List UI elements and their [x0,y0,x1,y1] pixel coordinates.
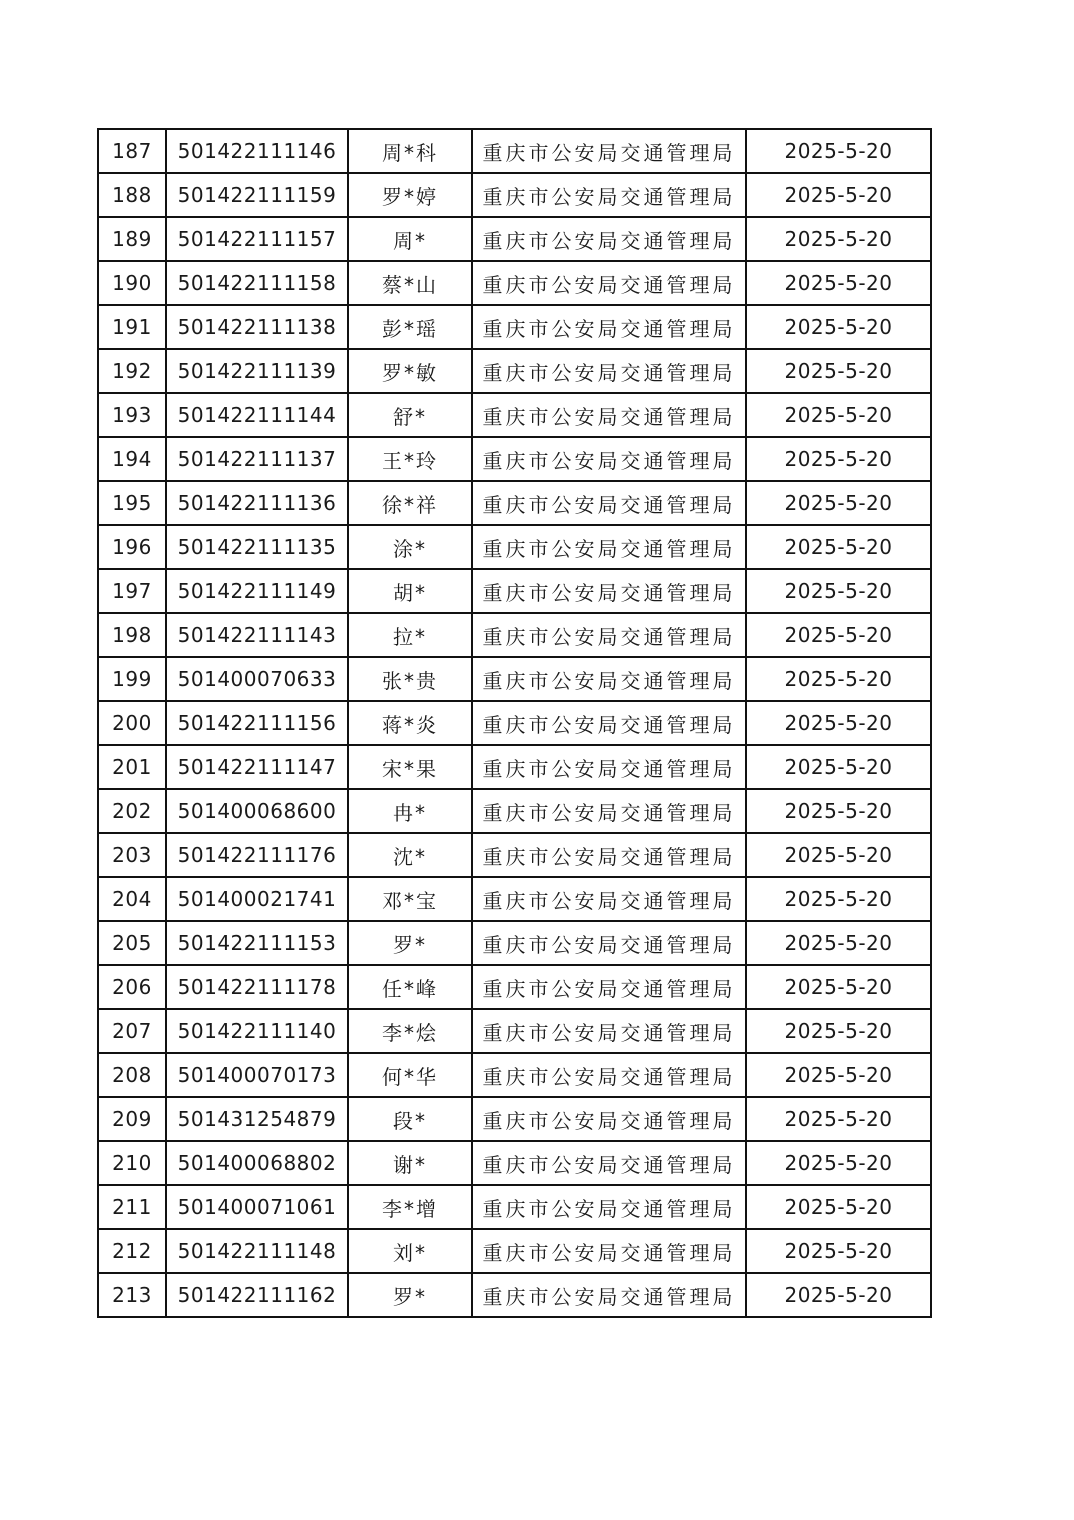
number-cell: 501422111158 [166,261,348,305]
unit-cell: 重庆市公安局交通管理局 [472,393,746,437]
name-cell: 宋*果 [348,745,472,789]
seq-cell: 199 [98,657,166,701]
table-row [98,393,931,437]
unit-cell: 重庆市公安局交通管理局 [472,1053,746,1097]
seq-cell: 193 [98,393,166,437]
table-row [98,789,931,833]
date-cell: 2025-5-20 [746,349,931,393]
seq-cell: 190 [98,261,166,305]
unit-cell: 重庆市公安局交通管理局 [472,657,746,701]
seq-cell: 187 [98,129,166,173]
date-cell: 2025-5-20 [746,525,931,569]
table-row [98,1097,931,1141]
name-cell: 胡* [348,569,472,613]
table-row [98,481,931,525]
seq-cell: 189 [98,217,166,261]
unit-cell: 重庆市公安局交通管理局 [472,349,746,393]
seq-cell: 208 [98,1053,166,1097]
name-cell: 彭*瑶 [348,305,472,349]
table-row [98,525,931,569]
seq-cell: 196 [98,525,166,569]
number-cell: 501400071061 [166,1185,348,1229]
name-cell: 张*贵 [348,657,472,701]
unit-cell: 重庆市公安局交通管理局 [472,569,746,613]
name-cell: 周* [348,217,472,261]
date-cell: 2025-5-20 [746,1009,931,1053]
name-cell: 罗* [348,1273,472,1317]
date-cell: 2025-5-20 [746,437,931,481]
name-cell: 何*华 [348,1053,472,1097]
seq-cell: 198 [98,613,166,657]
seq-cell: 202 [98,789,166,833]
table-row [98,1229,931,1273]
number-cell: 501422111157 [166,217,348,261]
table-row [98,613,931,657]
name-cell: 刘* [348,1229,472,1273]
date-cell: 2025-5-20 [746,1097,931,1141]
table-row [98,1185,931,1229]
unit-cell: 重庆市公安局交通管理局 [472,481,746,525]
unit-cell: 重庆市公安局交通管理局 [472,833,746,877]
name-cell: 冉* [348,789,472,833]
table-row [98,701,931,745]
number-cell: 501422111147 [166,745,348,789]
number-cell: 501422111149 [166,569,348,613]
name-cell: 李*增 [348,1185,472,1229]
date-cell: 2025-5-20 [746,217,931,261]
date-cell: 2025-5-20 [746,657,931,701]
date-cell: 2025-5-20 [746,701,931,745]
seq-cell: 207 [98,1009,166,1053]
seq-cell: 197 [98,569,166,613]
table-row [98,657,931,701]
number-cell: 501422111148 [166,1229,348,1273]
seq-cell: 213 [98,1273,166,1317]
number-cell: 501422111137 [166,437,348,481]
seq-cell: 191 [98,305,166,349]
record-table-body [98,129,931,1317]
date-cell: 2025-5-20 [746,129,931,173]
seq-cell: 203 [98,833,166,877]
date-cell: 2025-5-20 [746,921,931,965]
number-cell: 501422111176 [166,833,348,877]
number-cell: 501422111156 [166,701,348,745]
table-row [98,305,931,349]
name-cell: 邓*宝 [348,877,472,921]
number-cell: 501400068600 [166,789,348,833]
unit-cell: 重庆市公安局交通管理局 [472,217,746,261]
seq-cell: 210 [98,1141,166,1185]
unit-cell: 重庆市公安局交通管理局 [472,1273,746,1317]
table-row [98,129,931,173]
date-cell: 2025-5-20 [746,745,931,789]
number-cell: 501400021741 [166,877,348,921]
table-row [98,1141,931,1185]
seq-cell: 195 [98,481,166,525]
number-cell: 501431254879 [166,1097,348,1141]
seq-cell: 209 [98,1097,166,1141]
unit-cell: 重庆市公安局交通管理局 [472,789,746,833]
table-row [98,173,931,217]
seq-cell: 192 [98,349,166,393]
date-cell: 2025-5-20 [746,173,931,217]
unit-cell: 重庆市公安局交通管理局 [472,1097,746,1141]
unit-cell: 重庆市公安局交通管理局 [472,1185,746,1229]
name-cell: 罗* [348,921,472,965]
number-cell: 501400068802 [166,1141,348,1185]
unit-cell: 重庆市公安局交通管理局 [472,877,746,921]
unit-cell: 重庆市公安局交通管理局 [472,745,746,789]
unit-cell: 重庆市公安局交通管理局 [472,1229,746,1273]
table-row [98,217,931,261]
unit-cell: 重庆市公安局交通管理局 [472,305,746,349]
seq-cell: 201 [98,745,166,789]
seq-cell: 188 [98,173,166,217]
unit-cell: 重庆市公安局交通管理局 [472,1141,746,1185]
unit-cell: 重庆市公安局交通管理局 [472,701,746,745]
seq-cell: 212 [98,1229,166,1273]
number-cell: 501422111143 [166,613,348,657]
number-cell: 501422111159 [166,173,348,217]
name-cell: 沈* [348,833,472,877]
name-cell: 罗*敏 [348,349,472,393]
date-cell: 2025-5-20 [746,965,931,1009]
name-cell: 谢* [348,1141,472,1185]
seq-cell: 194 [98,437,166,481]
table-row [98,1273,931,1317]
number-cell: 501422111146 [166,129,348,173]
number-cell: 501422111139 [166,349,348,393]
unit-cell: 重庆市公安局交通管理局 [472,525,746,569]
number-cell: 501422111144 [166,393,348,437]
number-cell: 501422111140 [166,1009,348,1053]
table-row [98,1053,931,1097]
unit-cell: 重庆市公安局交通管理局 [472,1009,746,1053]
number-cell: 501400070633 [166,657,348,701]
number-cell: 501422111136 [166,481,348,525]
table-row [98,349,931,393]
date-cell: 2025-5-20 [746,1185,931,1229]
name-cell: 任*峰 [348,965,472,1009]
table-row [98,833,931,877]
table-row [98,965,931,1009]
name-cell: 王*玲 [348,437,472,481]
seq-cell: 205 [98,921,166,965]
unit-cell: 重庆市公安局交通管理局 [472,129,746,173]
date-cell: 2025-5-20 [746,877,931,921]
name-cell: 涂* [348,525,472,569]
number-cell: 501422111178 [166,965,348,1009]
name-cell: 蒋*炎 [348,701,472,745]
name-cell: 徐*祥 [348,481,472,525]
name-cell: 舒* [348,393,472,437]
table-row [98,921,931,965]
date-cell: 2025-5-20 [746,1229,931,1273]
number-cell: 501422111135 [166,525,348,569]
seq-cell: 206 [98,965,166,1009]
name-cell: 蔡*山 [348,261,472,305]
date-cell: 2025-5-20 [746,789,931,833]
name-cell: 段* [348,1097,472,1141]
date-cell: 2025-5-20 [746,305,931,349]
name-cell: 罗*婷 [348,173,472,217]
number-cell: 501422111153 [166,921,348,965]
number-cell: 501422111138 [166,305,348,349]
unit-cell: 重庆市公安局交通管理局 [472,921,746,965]
table-row [98,877,931,921]
unit-cell: 重庆市公安局交通管理局 [472,437,746,481]
seq-cell: 211 [98,1185,166,1229]
table-row [98,745,931,789]
number-cell: 501400070173 [166,1053,348,1097]
table-row [98,569,931,613]
seq-cell: 204 [98,877,166,921]
number-cell: 501422111162 [166,1273,348,1317]
seq-cell: 200 [98,701,166,745]
date-cell: 2025-5-20 [746,261,931,305]
date-cell: 2025-5-20 [746,1053,931,1097]
date-cell: 2025-5-20 [746,393,931,437]
table-row [98,261,931,305]
table-row [98,1009,931,1053]
name-cell: 李*烩 [348,1009,472,1053]
date-cell: 2025-5-20 [746,481,931,525]
unit-cell: 重庆市公安局交通管理局 [472,261,746,305]
record-table [97,128,932,1318]
date-cell: 2025-5-20 [746,1141,931,1185]
name-cell: 周*科 [348,129,472,173]
table-row [98,437,931,481]
date-cell: 2025-5-20 [746,1273,931,1317]
date-cell: 2025-5-20 [746,613,931,657]
name-cell: 拉* [348,613,472,657]
unit-cell: 重庆市公安局交通管理局 [472,173,746,217]
unit-cell: 重庆市公安局交通管理局 [472,613,746,657]
date-cell: 2025-5-20 [746,569,931,613]
date-cell: 2025-5-20 [746,833,931,877]
unit-cell: 重庆市公安局交通管理局 [472,965,746,1009]
